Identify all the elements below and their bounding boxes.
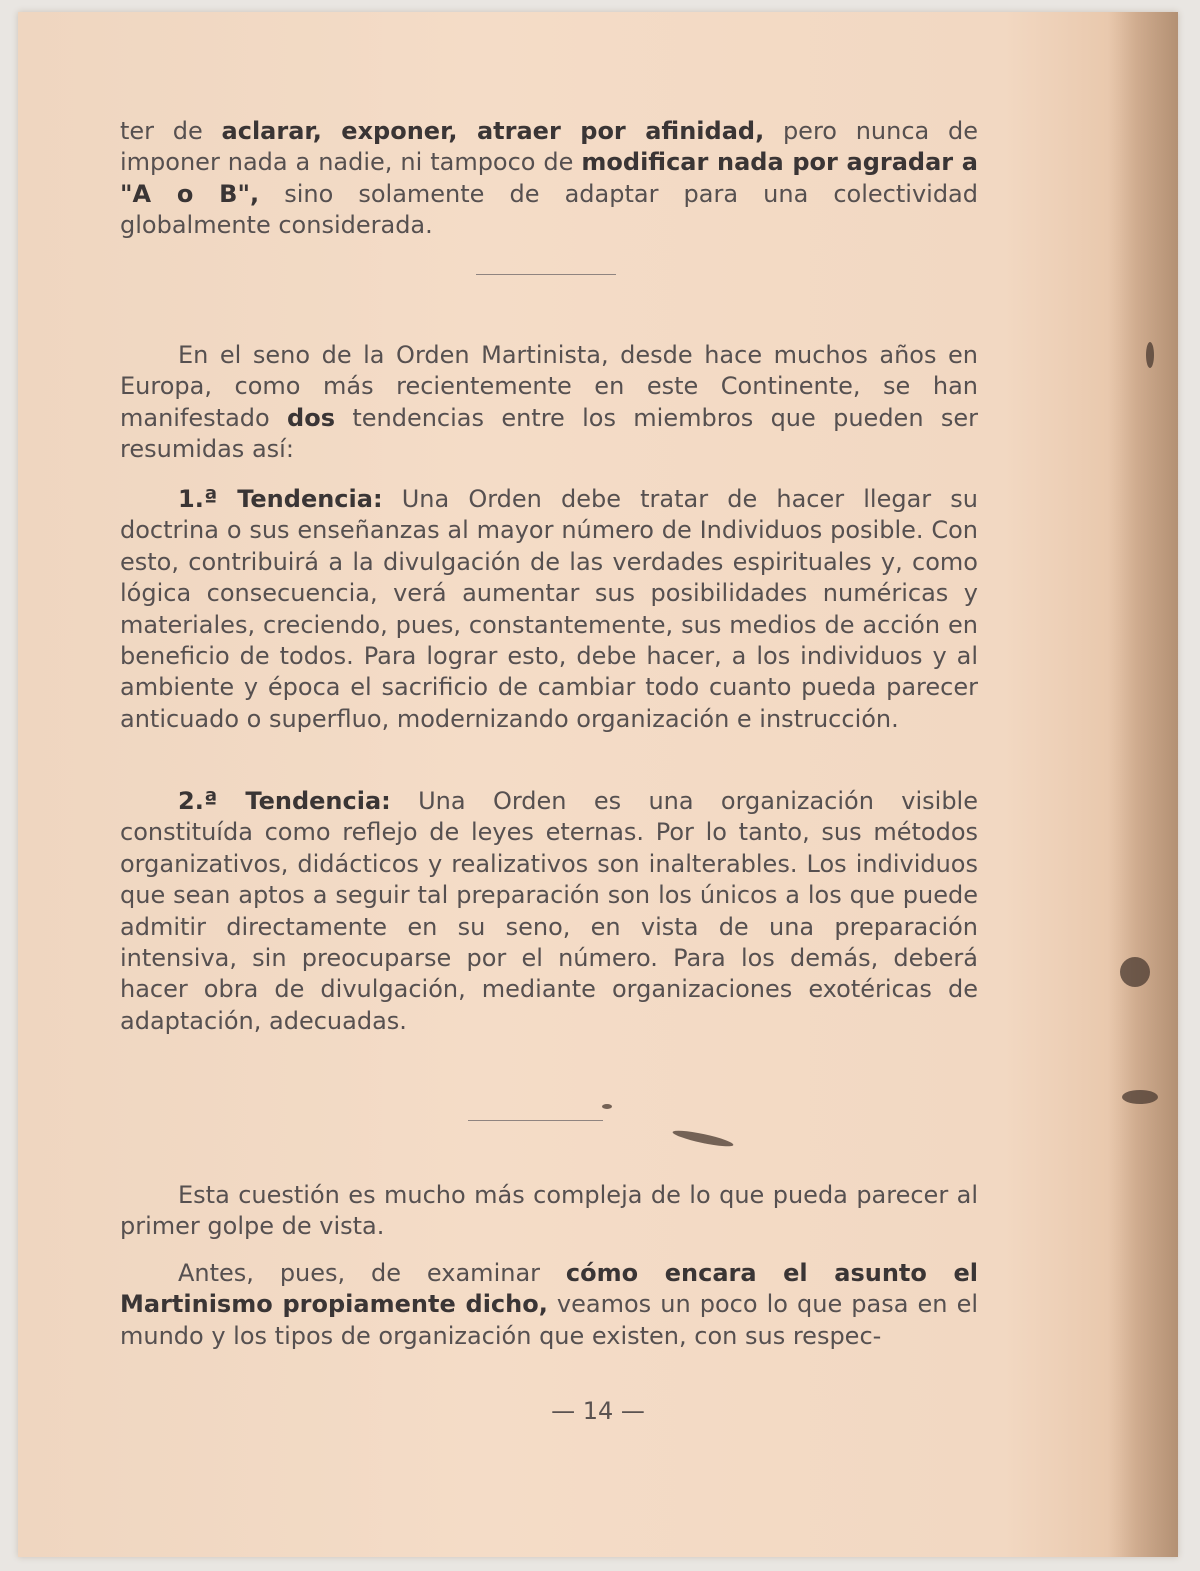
section-divider [468, 1120, 603, 1121]
ink-blot [602, 1104, 612, 1109]
text: Una Orden es una organización visible constituída como reflejo de leyes eternas. Por lo tanto, sus métodos organizativos, didácticos y realizativos son inalterables. Los individuos que sean aptos a seguir tal preparación son los únicos a los que puede admitir directamente en su seno, en vista de una preparación intensiva, sin preocuparse por el número. Para los demás, deberá hacer obra de divulgación, mediante organizaciones exotéricas de adaptación, adecuadas. [120, 787, 978, 1035]
text: veamos un poco lo que pasa en el mundo y los tipos de organización que existen, con sus respec- [120, 1290, 979, 1350]
bold-heading: 1.ª Tendencia: [178, 485, 383, 513]
text: ter de [120, 117, 222, 145]
paragraph-intro [120, 340, 978, 466]
bold-text: cómo encara el asunto el Martinismo propiamente dicho, [120, 1259, 978, 1319]
paragraph-martinism [120, 1258, 978, 1352]
stain-mark [1146, 342, 1154, 368]
paragraph-tendency-2 [120, 786, 978, 1037]
page-spine-shadow [1108, 12, 1178, 1557]
stain-mark [1122, 1090, 1158, 1104]
text: sino solamente de adaptar para una colectividad globalmente considerada. [120, 179, 978, 240]
paragraph-continuation [120, 116, 978, 242]
paragraph-complexity [120, 1180, 978, 1243]
bold-text: aclarar, exponer, atraer por afinidad, [221, 117, 765, 145]
stain-mark [1120, 957, 1150, 987]
text: En el seno de la Orden Martinista, desde hace muchos años en Europa, como más recientemente en este Continente, se han manifestado [120, 341, 978, 432]
ink-blot [672, 1128, 735, 1150]
text: Una Orden debe tratar de hacer llegar su doctrina o sus enseñanzas al mayor número de Individuos posible. Con esto, contribuirá a la divulgación de las verdades espirituales y, como lógica consecuencia, verá aumentar sus posibilidades numéricas y materiales, creciendo, pues, constantemente, sus medios de acción en beneficio de todos. Para lograr esto, debe hacer, a los individuos y al ambiente y época el sacrificio de cambiar todo cuanto pueda parecer anticuado o superfluo, modernizando organización e instrucción. [120, 485, 979, 733]
text: pero nunca de imponer nada a nadie, ni tampoco de [120, 117, 978, 177]
bold-heading: 2.ª Tendencia: [178, 787, 391, 815]
paragraph-tendency-1 [120, 484, 978, 735]
book-page [18, 12, 1178, 1557]
bold-text: modificar nada por agradar a "A o B", [120, 148, 979, 208]
bold-text: dos [287, 403, 335, 432]
text: tendencias entre los miembros que pueden ser resumidas así: [120, 403, 978, 464]
text: Antes, pues, de examinar [178, 1259, 566, 1287]
text: Esta cuestión es mucho más compleja de lo que pueda parecer al primer golpe de vista. [120, 1181, 978, 1241]
page-number: — 14 — [551, 1397, 645, 1425]
section-divider [476, 274, 616, 275]
